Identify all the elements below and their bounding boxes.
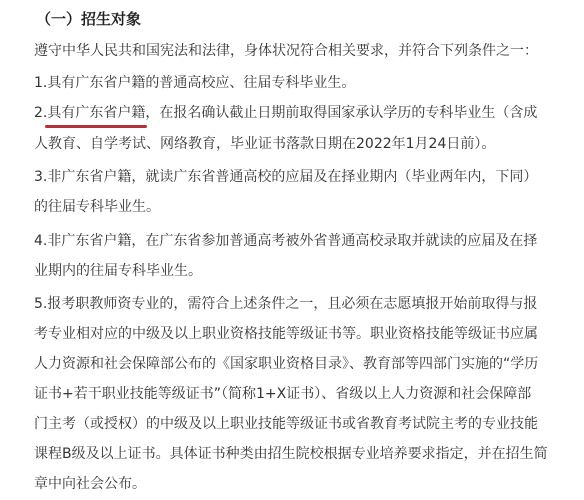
red-underline-annotation: [45, 125, 147, 128]
item-2-line-1: [34, 102, 537, 124]
item-3-line-1: 3.非广东省户籍，就读广东省普通高校的应届及在择业期内（毕业两年内，下同）: [34, 169, 538, 185]
item-2-number: 2.: [34, 105, 48, 121]
item-5-line-4: 证书+若干职业技能等级证书”（简称1+X证书）、省级以上人力资源和社会保障部: [34, 386, 532, 402]
section-heading: （一）招生对象: [36, 10, 142, 28]
item-5-line-5: 门主考（或授权）的中级及以上职业技能等级证书或省教育考试院主考的专业技能: [34, 416, 538, 432]
item-5-line-7: 章中向社会公布。: [34, 476, 146, 492]
intro-line: 遵守中华人民共和国宪法和法律，身体状况符合相关要求，并符合下列条件之一：: [34, 43, 538, 59]
item-2-emphasis: 具有广东省户籍: [47, 105, 146, 121]
item-5-line-1: 5.报考职教师资专业的，需符合上述条件之一，且必须在志愿填报开始前取得与报: [34, 296, 538, 312]
item-2-line-2: 人教育、自学考试、网络教育，毕业证书落款日期在2022年1月24日前）。: [34, 136, 496, 152]
item-4-line-2: 业期内的往届专科毕业生。: [34, 263, 202, 279]
item-3-line-2: 的往届专科毕业生。: [34, 199, 160, 215]
item-2-text: ，在报名确认截止日期前取得国家承认学历的专科毕业生（含成: [145, 105, 538, 121]
item-1-line: 1.具有广东省户籍的普通高校应、往届专科毕业生。: [34, 75, 356, 91]
item-5-line-3: 人力资源和社会保障部公布的《国家职业资格目录》、教育部等四部门实施的“学历: [34, 356, 539, 372]
item-5-line-6: 课程B级及以上证书。具体证书种类由招生院校根据专业培养要求指定，并在招生简: [34, 446, 548, 462]
item-4-line-1: 4.非广东省户籍，在广东省参加普通高考被外省普通高校录取并就读的应届及在择: [34, 233, 538, 249]
item-5-line-2: 考专业相对应的中级及以上职业资格技能等级证书等。职业资格技能等级证书应属: [34, 326, 538, 342]
